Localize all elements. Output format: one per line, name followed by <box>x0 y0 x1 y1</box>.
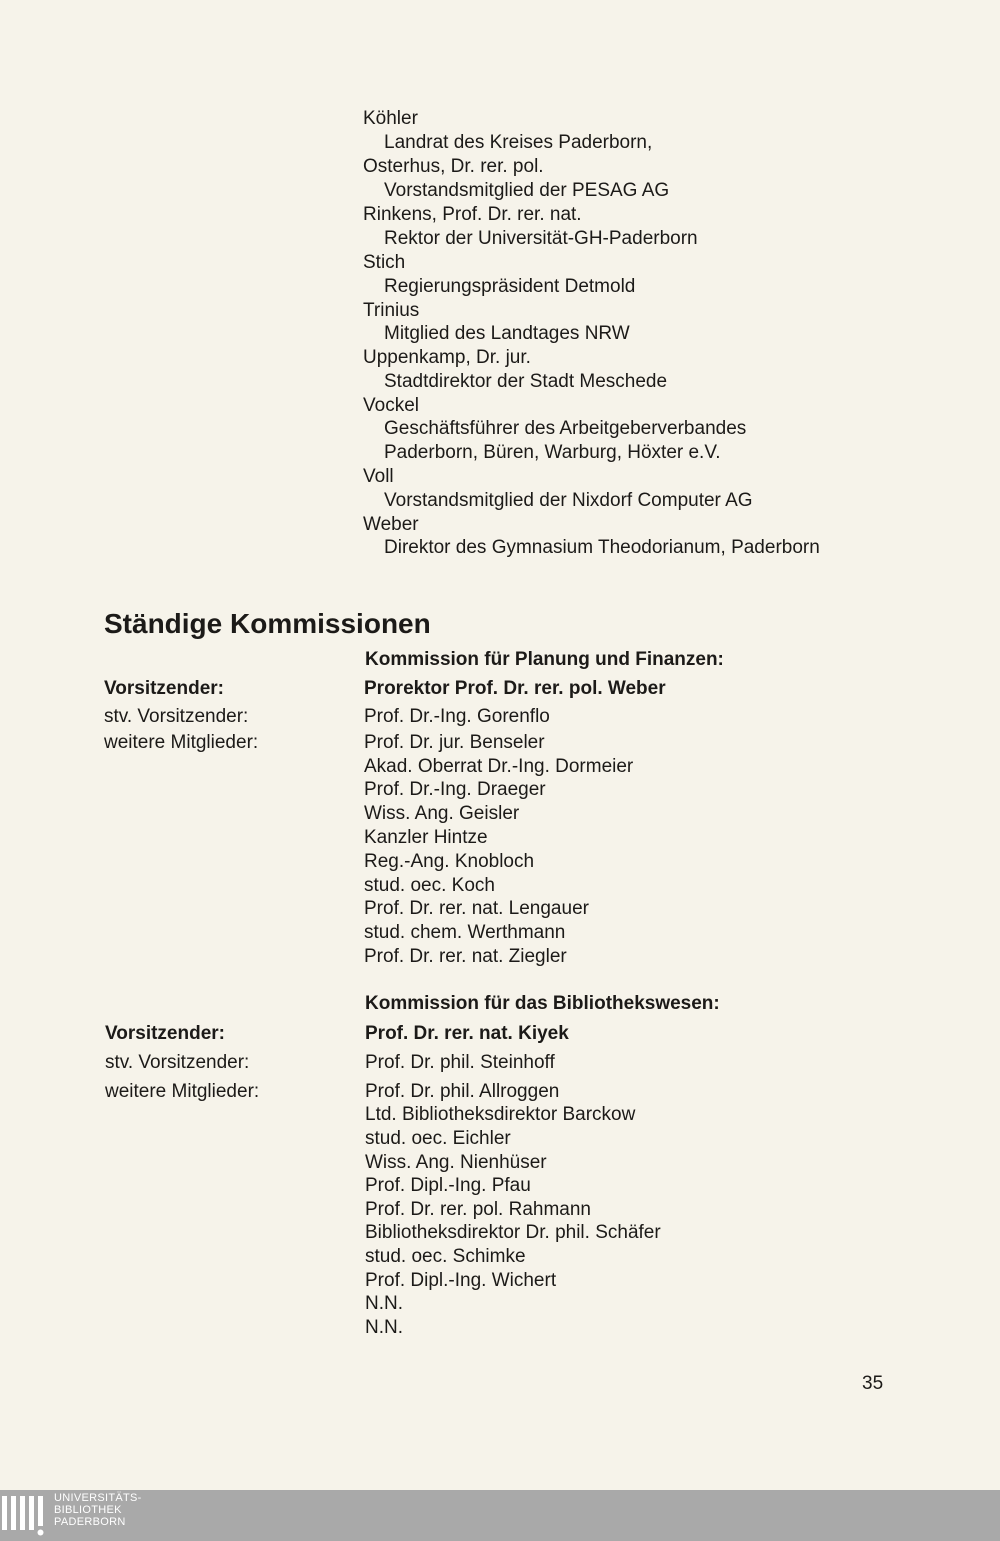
commission-title: Kommission für Planung und Finanzen: <box>365 649 724 670</box>
vice-name: Prof. Dr.-Ing. Gorenflo <box>364 706 550 727</box>
commission-member: Prof. Dr. phil. Allroggen <box>365 1081 560 1102</box>
vice-name: Prof. Dr. phil. Steinhoff <box>365 1052 555 1073</box>
member-role: Landrat des Kreises Paderborn, <box>384 132 653 153</box>
commission-member: Bibliotheksdirektor Dr. phil. Schäfer <box>365 1222 661 1243</box>
logo-line: PADERBORN <box>54 1516 126 1528</box>
commission-member: stud. oec. Eichler <box>365 1128 511 1149</box>
page-number: 35 <box>862 1373 884 1394</box>
member-role: Paderborn, Büren, Warburg, Höxter e.V. <box>384 442 721 463</box>
commission-member: stud. chem. Werthmann <box>364 922 566 943</box>
section-title: Ständige Kommissionen <box>104 608 431 639</box>
commission-member: Prof. Dr. rer. pol. Rahmann <box>365 1199 591 1220</box>
commission-member: Kanzler Hintze <box>364 827 488 848</box>
members-label: weitere Mitglieder: <box>105 1081 260 1102</box>
chair-name: Prof. Dr. rer. nat. Kiyek <box>365 1023 569 1044</box>
commission-member: Prof. Dr.-Ing. Draeger <box>364 779 546 800</box>
footer-bar <box>0 1490 1000 1541</box>
logo-line: UNIVERSITÄTS- <box>54 1492 142 1504</box>
logo-line: BIBLIOTHEK <box>54 1504 122 1516</box>
member-name: Trinius <box>363 300 420 321</box>
chair-label: Vorsitzender: <box>104 678 225 699</box>
member-role: Rektor der Universität-GH-Paderborn <box>384 228 698 249</box>
vice-label: stv. Vorsitzender: <box>105 1052 250 1073</box>
member-role: Vorstandsmitglied der PESAG AG <box>384 180 670 201</box>
vice-label: stv. Vorsitzender: <box>104 706 249 727</box>
member-role: Stadtdirektor der Stadt Meschede <box>384 371 668 392</box>
commission-member: N.N. <box>365 1317 403 1338</box>
commission-member: Prof. Dipl.-Ing. Wichert <box>365 1270 557 1291</box>
commission-member: Akad. Oberrat Dr.-Ing. Dormeier <box>364 756 634 777</box>
commission-member: Reg.-Ang. Knobloch <box>364 851 535 872</box>
member-name: Köhler <box>363 108 418 129</box>
members-label: weitere Mitglieder: <box>104 732 259 753</box>
member-role: Mitglied des Landtages NRW <box>384 323 630 344</box>
member-name: Osterhus, Dr. rer. pol. <box>363 156 544 177</box>
commission-member: Prof. Dr. rer. nat. Ziegler <box>364 946 567 967</box>
commission-member: stud. oec. Schimke <box>365 1246 526 1267</box>
commission-member: Wiss. Ang. Geisler <box>364 803 520 824</box>
member-name: Rinkens, Prof. Dr. rer. nat. <box>363 204 582 225</box>
library-logo-text <box>54 1492 142 1528</box>
member-name: Voll <box>363 466 394 487</box>
member-role: Geschäftsführer des Arbeitgeberverbandes <box>384 418 747 439</box>
member-role: Vorstandsmitglied der Nixdorf Computer AG <box>384 490 753 511</box>
member-role: Regierungspräsident Detmold <box>384 276 636 297</box>
commission-member: Ltd. Bibliotheksdirektor Barckow <box>365 1104 636 1125</box>
commission-member: Wiss. Ang. Nienhüser <box>365 1152 547 1173</box>
commission-member: Prof. Dipl.-Ing. Pfau <box>365 1175 531 1196</box>
commission-member: Prof. Dr. rer. nat. Lengauer <box>364 898 589 919</box>
member-name: Stich <box>363 252 406 273</box>
member-name: Vockel <box>363 395 419 416</box>
commission-member: Prof. Dr. jur. Benseler <box>364 732 545 753</box>
member-name: Uppenkamp, Dr. jur. <box>363 347 531 368</box>
member-name: Weber <box>363 514 419 535</box>
commission-title: Kommission für das Bibliothekswesen: <box>365 993 720 1014</box>
chair-name: Prorektor Prof. Dr. rer. pol. Weber <box>364 678 666 699</box>
library-logo-icon <box>2 1496 46 1536</box>
commission-member: N.N. <box>365 1293 403 1314</box>
member-role: Direktor des Gymnasium Theodorianum, Paderborn <box>384 537 820 558</box>
commission-member: stud. oec. Koch <box>364 875 495 896</box>
chair-label: Vorsitzender: <box>105 1023 226 1044</box>
